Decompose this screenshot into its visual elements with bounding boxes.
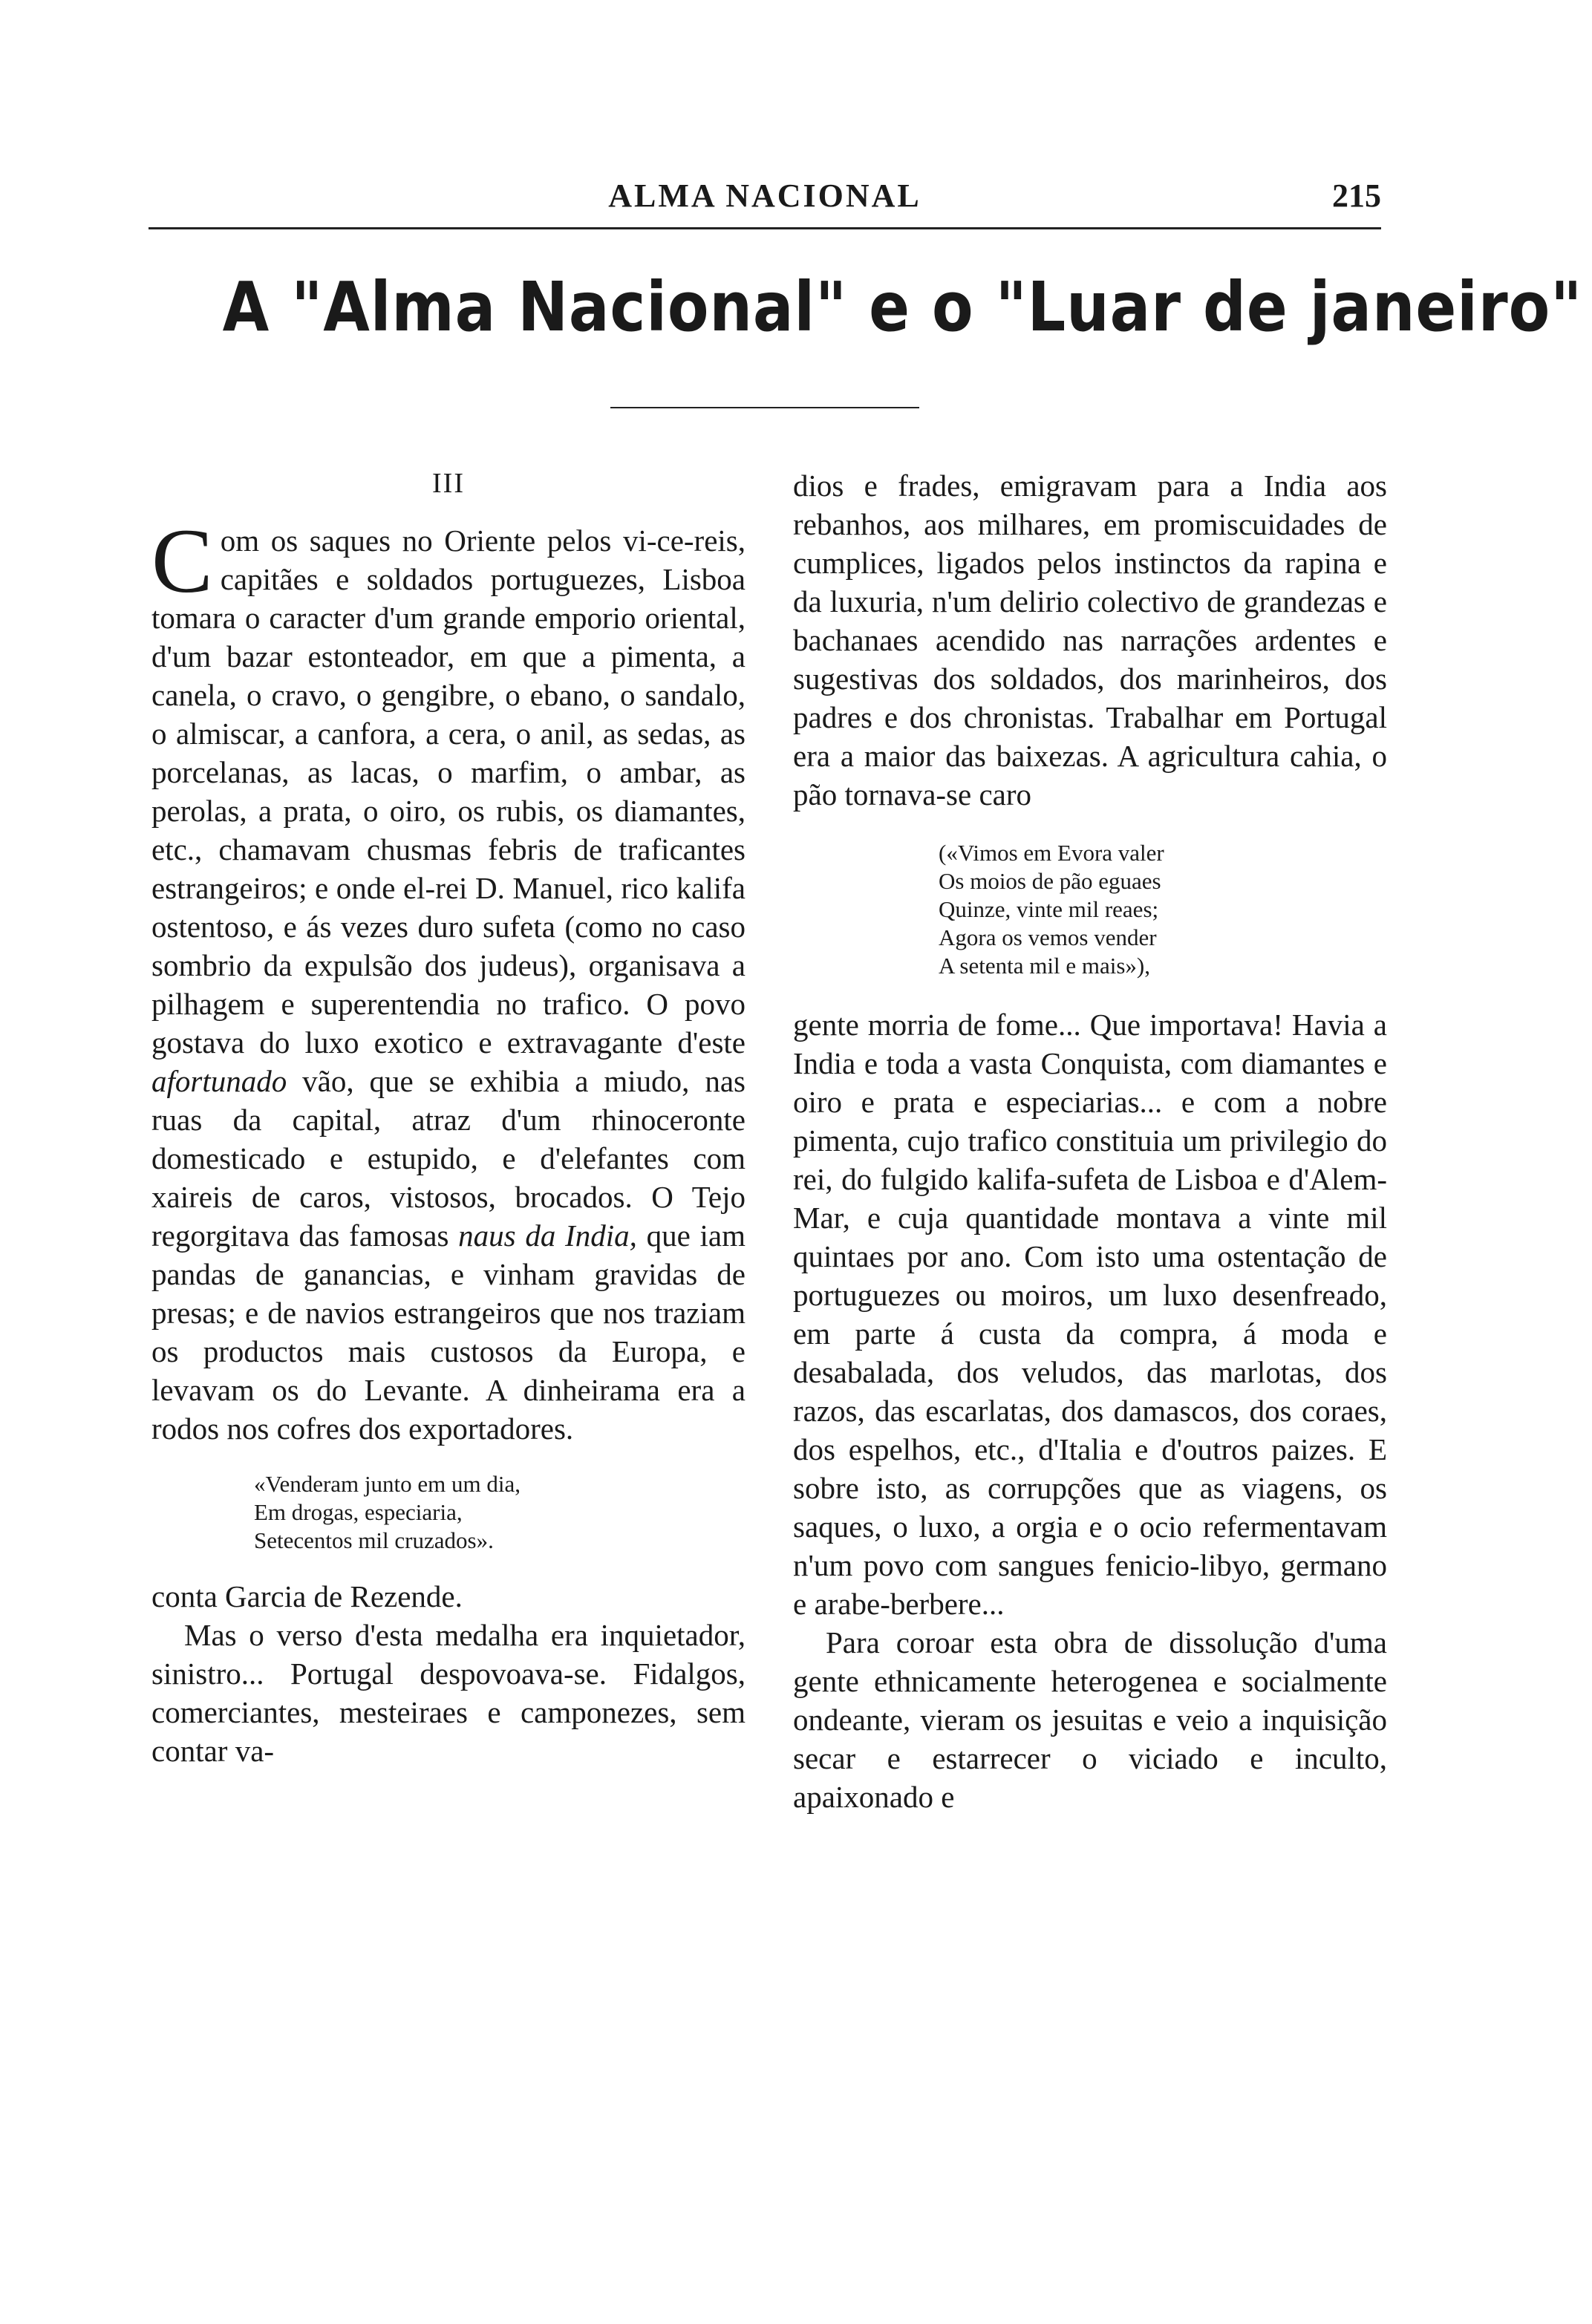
- page-number: 215: [1332, 177, 1381, 214]
- verse-line: Setecentos mil cruzados».: [254, 1527, 494, 1553]
- verse-line: Agora os vemos vender: [939, 924, 1157, 950]
- verse-line: Em drogas, especiaria,: [254, 1499, 463, 1525]
- verse-line: Quinze, vinte mil reaes;: [939, 896, 1159, 922]
- verse-line: «Venderam junto em um dia,: [254, 1471, 521, 1497]
- title-rule: [610, 407, 919, 408]
- paragraph-1-text-a: om os saques no Oriente pelos vi-ce-reis, capitães e soldados portuguezes, Lisboa tomara o caracter d'um grande emporio oriental, d'um bazar estonteador, em que a pimenta, a canela, o cravo, o gengibre, o ebano, o sandalo, o almiscar, a canfora, a cera, o anil, as sedas, as porcelanas, as lacas, o marfim, o ambar, as perolas, a prata, o oiro, os rubis, os diamantes, etc., chamavam chusmas febris de traficantes estrangeiros; e onde el-rei D. Manuel, rico kalifa ostentoso, e ás vezes duro sufeta (como no caso sombrio da expulsão dos judeus), organisava a pilhagem e superentendia no trafico. O povo gostava do luxo exotico e extravagante d'este: [151, 523, 746, 1060]
- paragraph-1-text-b: vão, que se exhibia a miudo, nas ruas da capital, atraz d'um rhinoceronte domesticado e estupido, e d'elefantes com xaireis de caros, vistosos, brocados. O Tejo regorgitava das famosas: [151, 1064, 746, 1253]
- right-column: [793, 466, 1387, 1816]
- left-column: [151, 466, 746, 1770]
- running-title: ALMA NACIONAL: [608, 177, 921, 214]
- header-rule: [149, 227, 1381, 229]
- paragraph-6: Para coroar esta obra de dissolução d'uma gente ethnicamente heterogenea e socialmente ondeante, vieram os jesuitas e veio a inquisição secar e estarrecer o viciado e inculto, apaixonado e: [793, 1625, 1387, 1814]
- verse-line: Os moios de pão eguaes: [939, 868, 1161, 894]
- article-title: A "Alma Nacional" e o "Luar de janeiro": [222, 267, 1583, 347]
- drop-cap: C: [151, 510, 213, 612]
- verse-line: («Vimos em Evora valer: [939, 840, 1164, 866]
- verse-quote-left: [254, 1470, 746, 1555]
- paragraph-1-text-c: que iam pandas de ganancias, e vinham gravidas de presas; e de navios estrangeiros que nos traziam os productos mais custosos da Europa, e levavam os do Levante. A dinheirama era a rodos nos cofres dos exportadores.: [151, 1218, 746, 1446]
- verse-quote-right: [939, 839, 1387, 980]
- paragraph-4: dios e frades, emigravam para a India aos rebanhos, aos milhares, em promiscuidades de cumplices, ligados pelos instinctos da rapina e da luxuria, n'um delirio colectivo de grandezas e bachanaes acendido nas narrações ardentes e sugestivas dos soldados, dos marinheiros, dos padres e dos chronistas. Trabalhar em Portugal era a maior das baixezas. A agricultura cahia, o pão tornava-se caro: [793, 469, 1387, 812]
- paragraph-5: gente morria de fome... Que importava! Havia a India e toda a vasta Conquista, com diamantes e oiro e prata e especiarias... e com a nobre pimenta, cujo trafico constituia um privilegio do rei, do fulgido kalifa-sufeta de Lisboa e d'Alem-Mar, e cuja quantidade montava a vinte mil quintaes por ano. Com isto uma ostentação de portuguezes ou moiros, um luxo desenfreado, em parte á custa da compra, á moda e desabalada, dos veludos, das marlotas, dos razos, das escarlatas, dos damascos, dos coraes, dos espelhos, etc., d'Italia e d'outros paizes. E sobre isto, as corrupções que as viagens, os saques, o luxo, a orgia e o ocio refermentavam n'um povo com sangues fenicio-libyo, germano e arabe-berbere...: [793, 1008, 1387, 1621]
- paragraph-1: [151, 510, 746, 1448]
- emphasis-naus-da-india: naus da India,: [458, 1218, 637, 1253]
- paragraph-2: conta Garcia de Rezende.: [151, 1579, 463, 1613]
- section-number: III: [432, 468, 465, 499]
- emphasis-afortunado: afortunado: [151, 1064, 287, 1098]
- paragraph-3: Mas o verso d'esta medalha era inquietador, sinistro... Portugal despovoava-se. Fidalgos, comerciantes, mesteiraes e camponezes, sem contar va-: [151, 1618, 746, 1768]
- verse-line: A setenta mil e mais»),: [939, 953, 1150, 979]
- running-head: [149, 177, 1381, 229]
